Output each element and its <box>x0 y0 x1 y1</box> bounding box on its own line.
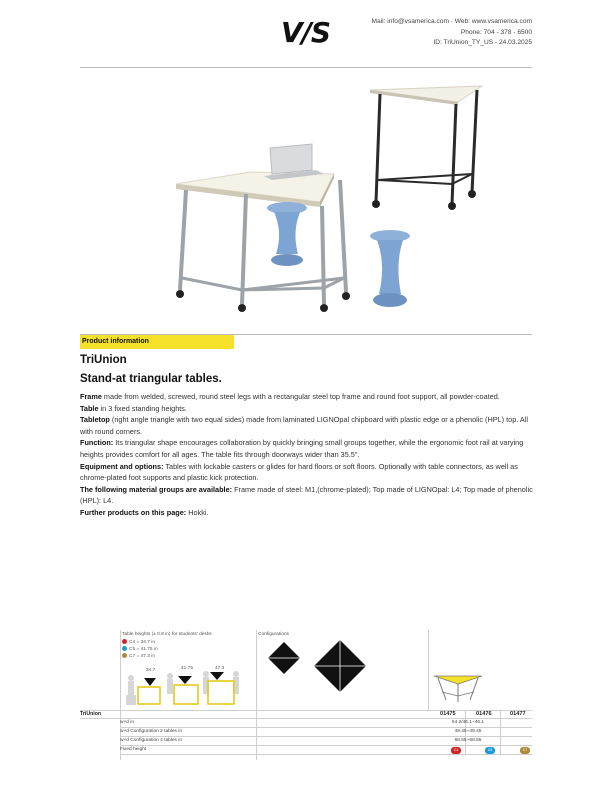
configurations-title: Configurations <box>258 632 289 637</box>
spec-table <box>80 630 532 760</box>
paragraph-equipment <box>80 461 534 484</box>
row-value-dimensions: 64.2/46.1~46.1 <box>451 720 485 725</box>
paragraph-table <box>80 403 534 415</box>
grid-line <box>428 630 429 710</box>
legend-c4 <box>122 639 155 645</box>
vs-logo: V/S <box>281 16 331 49</box>
paragraph-tabletop <box>80 414 534 437</box>
text-equipment: Tables with lockable casters or glides for hard floors or soft floors. Optionally with table connectors, as well as chrome-plated foot supports and plastic kick protection. <box>80 461 518 483</box>
row-name: TriUnion <box>80 711 102 717</box>
stool-illustration <box>267 202 410 307</box>
text-materials: Frame made of steel: M1,(chrome-plated); Top made of LIGNOpal: L4; Top made of phenolic (HPL): L4. <box>80 484 533 506</box>
heights-title: Table heights (± 0.8 in) for students' desks <box>122 632 212 637</box>
configuration-diagrams <box>266 640 366 702</box>
legend-c7-text: C7 = 47.3 in <box>129 654 156 659</box>
text-function: Its triangular shape encourages collaboration by quickly bringing small groups together, while the ergonomic foot rail at varying heights provides comfort for all ages. The table fits through doorways wider than 35.5". <box>80 438 524 459</box>
document-id: ID: TriUnion_TY_US - 24.03.2025 <box>433 39 532 46</box>
article-number-3: 01477 <box>510 711 526 717</box>
label-tabletop: Tabletop <box>80 415 110 425</box>
triangle-table-drawing <box>432 670 484 704</box>
height-figure <box>122 666 252 708</box>
height-label-3: 47.3 <box>215 666 225 671</box>
paragraph-further-products <box>80 507 534 519</box>
row-label-config-2: w×d Configuration 2 tables in <box>120 729 182 734</box>
contact-phone: Phone: 704 - 378 - 6500 <box>460 28 532 36</box>
row-value-config-4: 68.55~68.55 <box>454 738 482 743</box>
paragraph-frame <box>80 391 534 403</box>
label-table: Table <box>80 403 99 413</box>
row-label-dimensions: w×d in <box>120 720 134 725</box>
label-equipment: Equipment and options: <box>80 461 164 471</box>
height-pill-c5: C5 <box>485 747 495 754</box>
article-number-1: 01475 <box>440 711 456 717</box>
front-table-illustration <box>176 172 350 312</box>
height-label-1: 34.7 <box>146 668 156 673</box>
legend-c5 <box>122 646 158 652</box>
legend-c4-text: C4 = 34.7 in <box>129 640 156 645</box>
text-frame: made from welded, screwed, round steel legs with a rectangular steel top frame and round foot support, all powder-coated. <box>101 392 500 401</box>
text-table: in 3 fixed standing heights. <box>98 403 187 413</box>
paragraph-materials <box>80 484 534 507</box>
product-photo <box>80 72 532 330</box>
height-label-2: 41.75 <box>181 666 194 671</box>
article-number-2: 01476 <box>476 711 492 717</box>
legend-c7 <box>122 653 155 659</box>
text-tabletop: (right angle triangle with two equal sides) made from laminated LIGNOpal chipboard with plastic edge or a phenolic (HPL) top. All with round corners. <box>80 415 529 436</box>
grid-line <box>120 745 532 746</box>
label-function: Function: <box>80 438 114 448</box>
contact-info <box>372 17 532 49</box>
product-subtitle: Stand-at triangular tables. <box>80 373 222 385</box>
back-table-illustration <box>370 86 482 210</box>
row-label-config-4: w×d Configuration 4 tables in <box>120 738 182 743</box>
product-info-badge: Product information <box>80 335 234 349</box>
top-divider <box>80 67 532 68</box>
text-further-products: Hokki. <box>186 507 209 517</box>
legend-c5-text: C5 = 41.75 in <box>129 647 158 652</box>
product-name: TriUnion <box>80 354 127 366</box>
paragraph-function <box>80 437 534 460</box>
c4-dot <box>122 639 127 644</box>
label-frame: Frame <box>80 392 102 401</box>
height-pill-c7: C7 <box>520 747 530 754</box>
grid-line <box>120 727 532 728</box>
height-pill-c4: C4 <box>451 747 461 754</box>
row-value-config-2: 48.45~48.45 <box>454 729 482 734</box>
row-label-fixed-height: Fixed height <box>120 747 147 752</box>
c7-dot <box>122 653 127 658</box>
grid-line <box>256 630 257 760</box>
label-further-products: Further products on this page: <box>80 507 187 517</box>
grid-line <box>120 754 532 755</box>
c5-dot <box>122 646 127 651</box>
label-materials: The following material groups are available: <box>80 484 233 494</box>
grid-line <box>120 736 532 737</box>
product-description <box>80 391 534 519</box>
contact-mail-web: Mail: info@vsamerica.com · Web: www.vsamerica.com <box>371 18 532 25</box>
